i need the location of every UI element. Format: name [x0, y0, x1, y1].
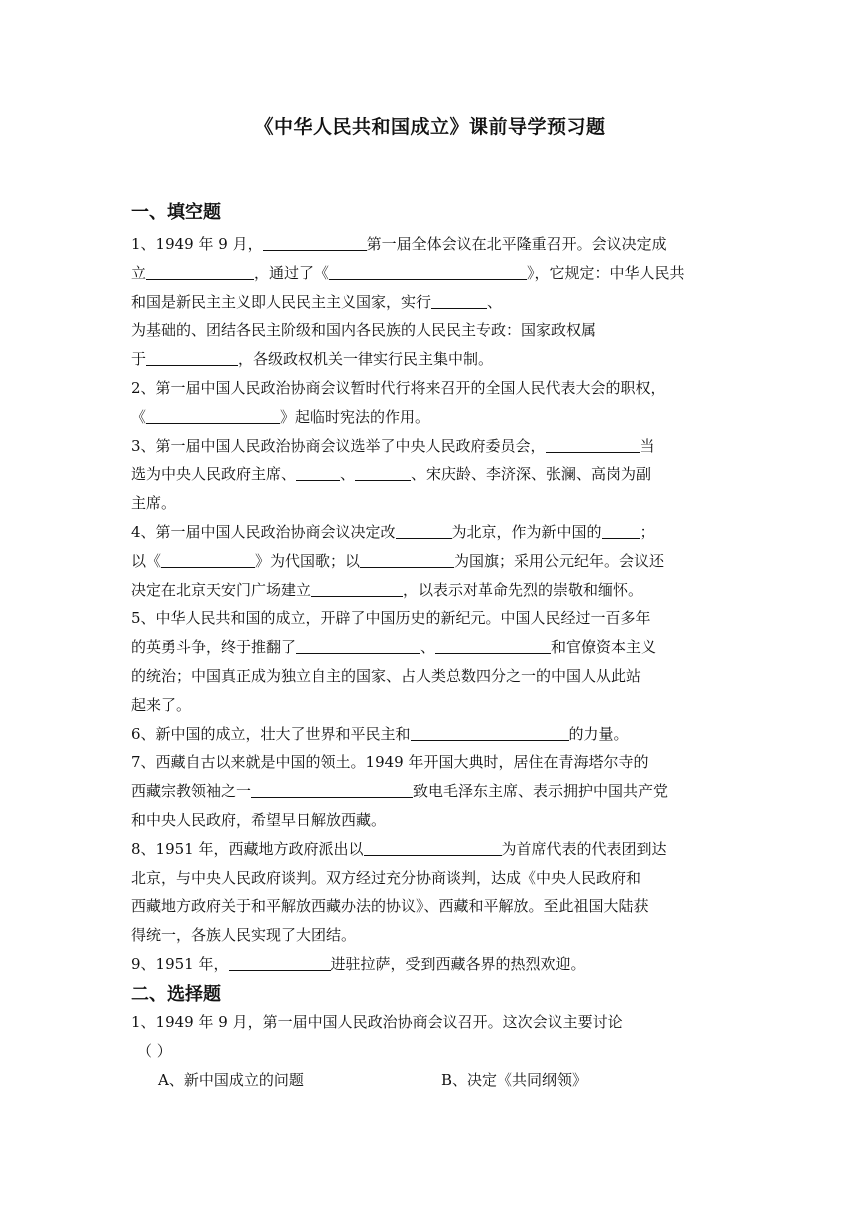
- answer-blank[interactable]: [355, 464, 411, 481]
- answer-blank[interactable]: [411, 724, 569, 741]
- answer-blank[interactable]: [602, 522, 640, 539]
- section-heading-multiple-choice: 二、选择题: [131, 984, 221, 1005]
- answer-blank[interactable]: [296, 464, 340, 481]
- question-4-line-2: 以《 》为代国歌；以 为国旗；采用公元纪年。会议还: [131, 551, 665, 570]
- question-8-line-3: 西藏地方政府关于和平解放西藏办法的协议》、西藏和平解放。至此祖国大陆获: [131, 897, 649, 916]
- question-5-line-2: 的英勇斗争，终于推翻了 、 和官僚资本主义: [131, 638, 657, 657]
- fill-in-questions: [131, 230, 743, 979]
- answer-blank[interactable]: [360, 551, 454, 568]
- question-2-line-1: 2、第一届中国人民政治协商会议暂时代行将来召开的全国人民代表大会的职权，: [131, 378, 666, 397]
- question-8-line-2: 北京，与中央人民政府谈判。双方经过充分协商谈判，达成《中央人民政府和: [131, 868, 642, 887]
- question-2-line-2: 《 》起临时宪法的作用。: [131, 407, 431, 426]
- question-8-line-4: 得统一，各族人民实现了大团结。: [131, 926, 357, 945]
- question-7-line-1: 7、西藏自古以来就是中国的领土。1949 年开国大典时，居住在青海塔尔寺的: [131, 753, 649, 772]
- question-4-line-1: 4、第一届中国人民政治协商会议决定改 为北京，作为新中国的 ；: [131, 522, 655, 541]
- answer-blank[interactable]: [146, 349, 238, 366]
- answer-blank[interactable]: [329, 263, 527, 280]
- answer-blank[interactable]: [251, 781, 413, 798]
- answer-blank[interactable]: [146, 407, 280, 424]
- answer-blank[interactable]: [229, 954, 331, 971]
- question-7-line-2: 西藏宗教领袖之一 致电毛泽东主席、表示拥护中国共产党: [131, 782, 669, 801]
- option-a[interactable]: A、新中国成立的问题: [158, 1071, 304, 1089]
- question-3-line-3: 主席。: [131, 494, 177, 513]
- answer-blank[interactable]: [311, 580, 403, 597]
- choice-options: [131, 1066, 743, 1095]
- answer-blank[interactable]: [263, 234, 367, 251]
- question-1-line-3: 和国是新民主主义即人民民主主义国家，实行 、: [131, 292, 503, 311]
- option-b[interactable]: B、决定《共同纲领》: [441, 1071, 588, 1089]
- answer-blank[interactable]: [364, 839, 502, 856]
- question-3-line-1: 3、第一届中国人民政治协商会议选举了中央人民政府委员会， 当: [131, 436, 655, 455]
- question-1-line-1: 1、1949 年 9 月， 第一届全体会议在北平隆重召开。会议决定成: [131, 235, 667, 253]
- question-1-line-5: 于 ，各级政权机关一律实行民主集中制。: [131, 350, 494, 369]
- answer-parentheses[interactable]: （ ）: [137, 1042, 172, 1060]
- page-title: 《中华人民共和国成立》课前导学预习题: [254, 116, 606, 138]
- multiple-choice-questions: [131, 1008, 743, 1095]
- answer-blank[interactable]: [396, 522, 452, 539]
- question-1-line-4: 为基础的、团结各民主阶级和国内各民族的人民民主专政：国家政权属: [131, 321, 597, 340]
- answer-blank[interactable]: [546, 436, 640, 453]
- question-4-line-3: 决定在北京天安门广场建立 ，以表示对革命先烈的崇敬和缅怀。: [131, 580, 644, 599]
- answer-blank[interactable]: [146, 263, 254, 280]
- question-5-line-4: 起来了。: [131, 695, 192, 714]
- question-5-line-3: 的统治；中国真正成为独立自主的国家、占人类总数四分之一的中国人从此站: [131, 666, 642, 685]
- question-6-line-1: 6、新中国的成立，壮大了世界和平民主和 的力量。: [131, 724, 629, 743]
- answer-blank[interactable]: [296, 637, 420, 654]
- answer-blank[interactable]: [435, 637, 551, 654]
- question-8-line-1: 8、1951 年，西藏地方政府派出以 为首席代表的代表团到达: [131, 839, 667, 858]
- answer-blank[interactable]: [161, 551, 255, 568]
- question-9-line-1: 9、1951 年， 进驻拉萨，受到西藏各界的热烈欢迎。: [131, 954, 586, 973]
- question-5-line-1: 5、中华人民共和国的成立，开辟了中国历史的新纪元。中国人民经过一百多年: [131, 609, 651, 628]
- question-3-line-2: 选为中央人民政府主席、 、 、宋庆龄、李济深、张澜、高岗为副: [131, 465, 652, 484]
- section-heading-fill-in: 一、填空题: [131, 202, 221, 223]
- choice-question-1-stem: 1、1949 年 9 月，第一届中国人民政治协商会议召开。这次会议主要讨论: [131, 1013, 623, 1031]
- answer-blank[interactable]: [431, 292, 487, 309]
- question-7-line-3: 和中央人民政府，希望早日解放西藏。: [131, 810, 387, 829]
- question-1-line-2: 立 ，通过了《 》，它规定：中华人民共: [131, 263, 685, 282]
